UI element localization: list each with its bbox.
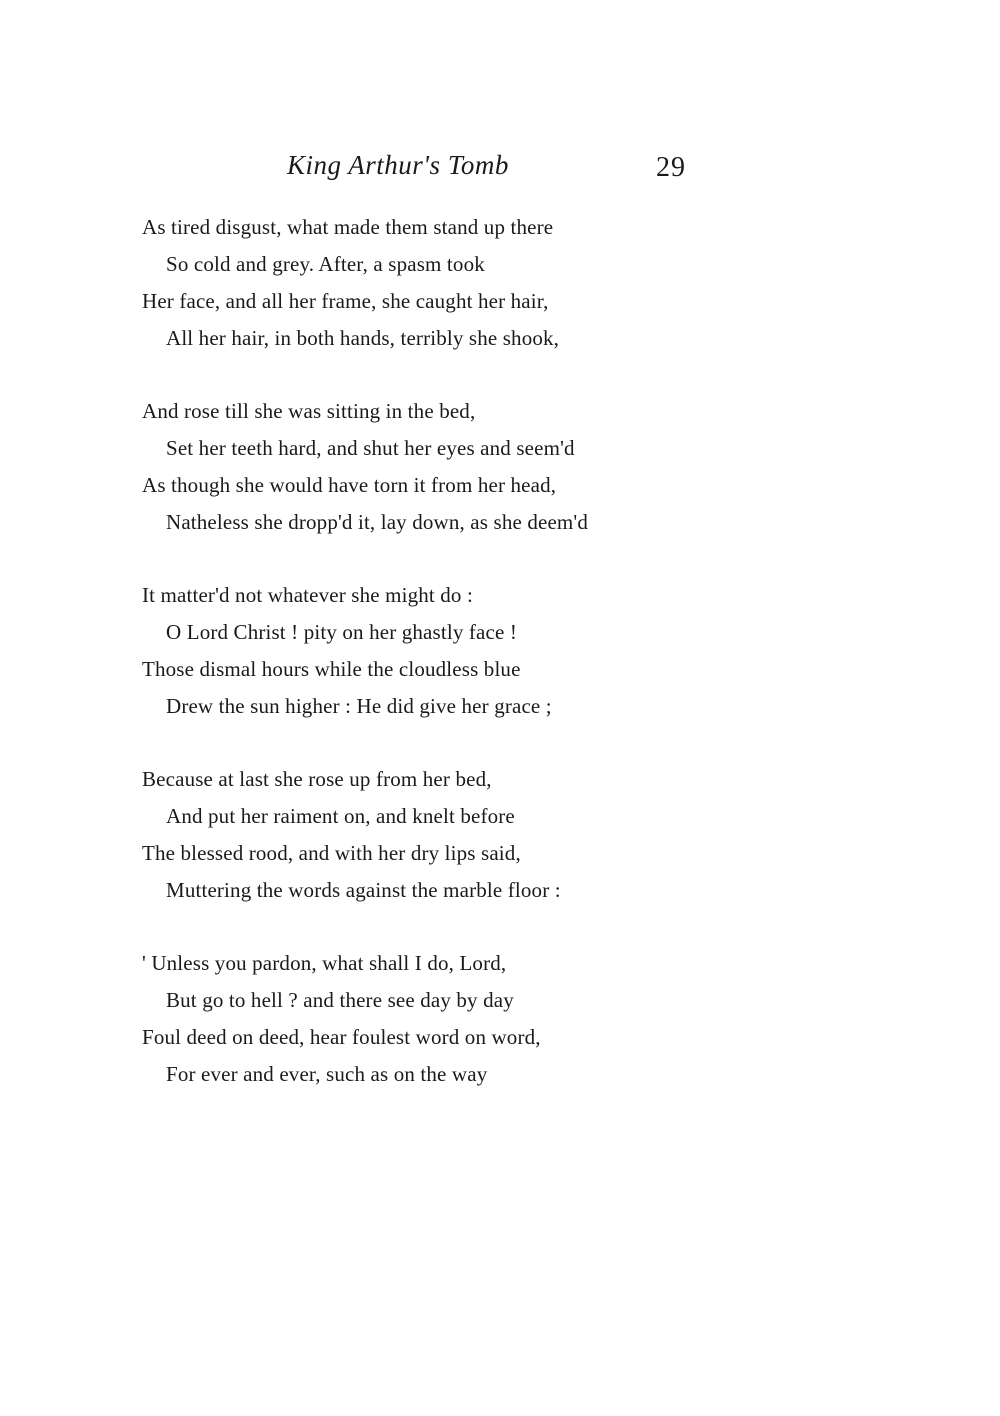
poem-line: Drew the sun higher : He did give her grace ; — [166, 694, 552, 718]
stanza-3 — [142, 577, 762, 725]
poem-line: Her face, and all her frame, she caught her hair, — [142, 289, 549, 313]
poem-line: As though she would have torn it from her head, — [142, 473, 557, 497]
running-title: King Arthur's Tomb — [287, 150, 509, 180]
page-number: 29 — [656, 152, 686, 183]
poem-line: All her hair, in both hands, terribly she shook, — [166, 326, 560, 350]
poem-line: ' Unless you pardon, what shall I do, Lord, — [142, 951, 507, 975]
stanza-2 — [142, 393, 762, 541]
poem-line: It matter'd not whatever she might do : — [142, 583, 473, 607]
poem-line: For ever and ever, such as on the way — [166, 1062, 488, 1086]
stanza-1 — [142, 209, 762, 357]
poem-line: Because at last she rose up from her bed, — [142, 767, 492, 791]
running-head — [0, 150, 1000, 190]
poem-line: The blessed rood, and with her dry lips said, — [142, 841, 521, 865]
poem-line: Those dismal hours while the cloudless blue — [142, 657, 521, 681]
poem-line: Foul deed on deed, hear foulest word on word, — [142, 1025, 541, 1049]
poem-line: Natheless she dropp'd it, lay down, as she deem'd — [166, 510, 588, 534]
stanza-5 — [142, 945, 762, 1093]
poem-line: Set her teeth hard, and shut her eyes and seem'd — [166, 436, 575, 460]
poem-line: O Lord Christ ! pity on her ghastly face ! — [166, 620, 517, 644]
poem-line: Muttering the words against the marble floor : — [166, 878, 561, 902]
poem-line: And rose till she was sitting in the bed, — [142, 399, 476, 423]
poem-line: So cold and grey. After, a spasm took — [166, 252, 485, 276]
stanza-4 — [142, 761, 762, 909]
poem-line: And put her raiment on, and knelt before — [166, 804, 515, 828]
poem-line: But go to hell ? and there see day by day — [166, 988, 514, 1012]
poem-body — [142, 209, 762, 1129]
poem-line: As tired disgust, what made them stand up there — [142, 215, 554, 239]
